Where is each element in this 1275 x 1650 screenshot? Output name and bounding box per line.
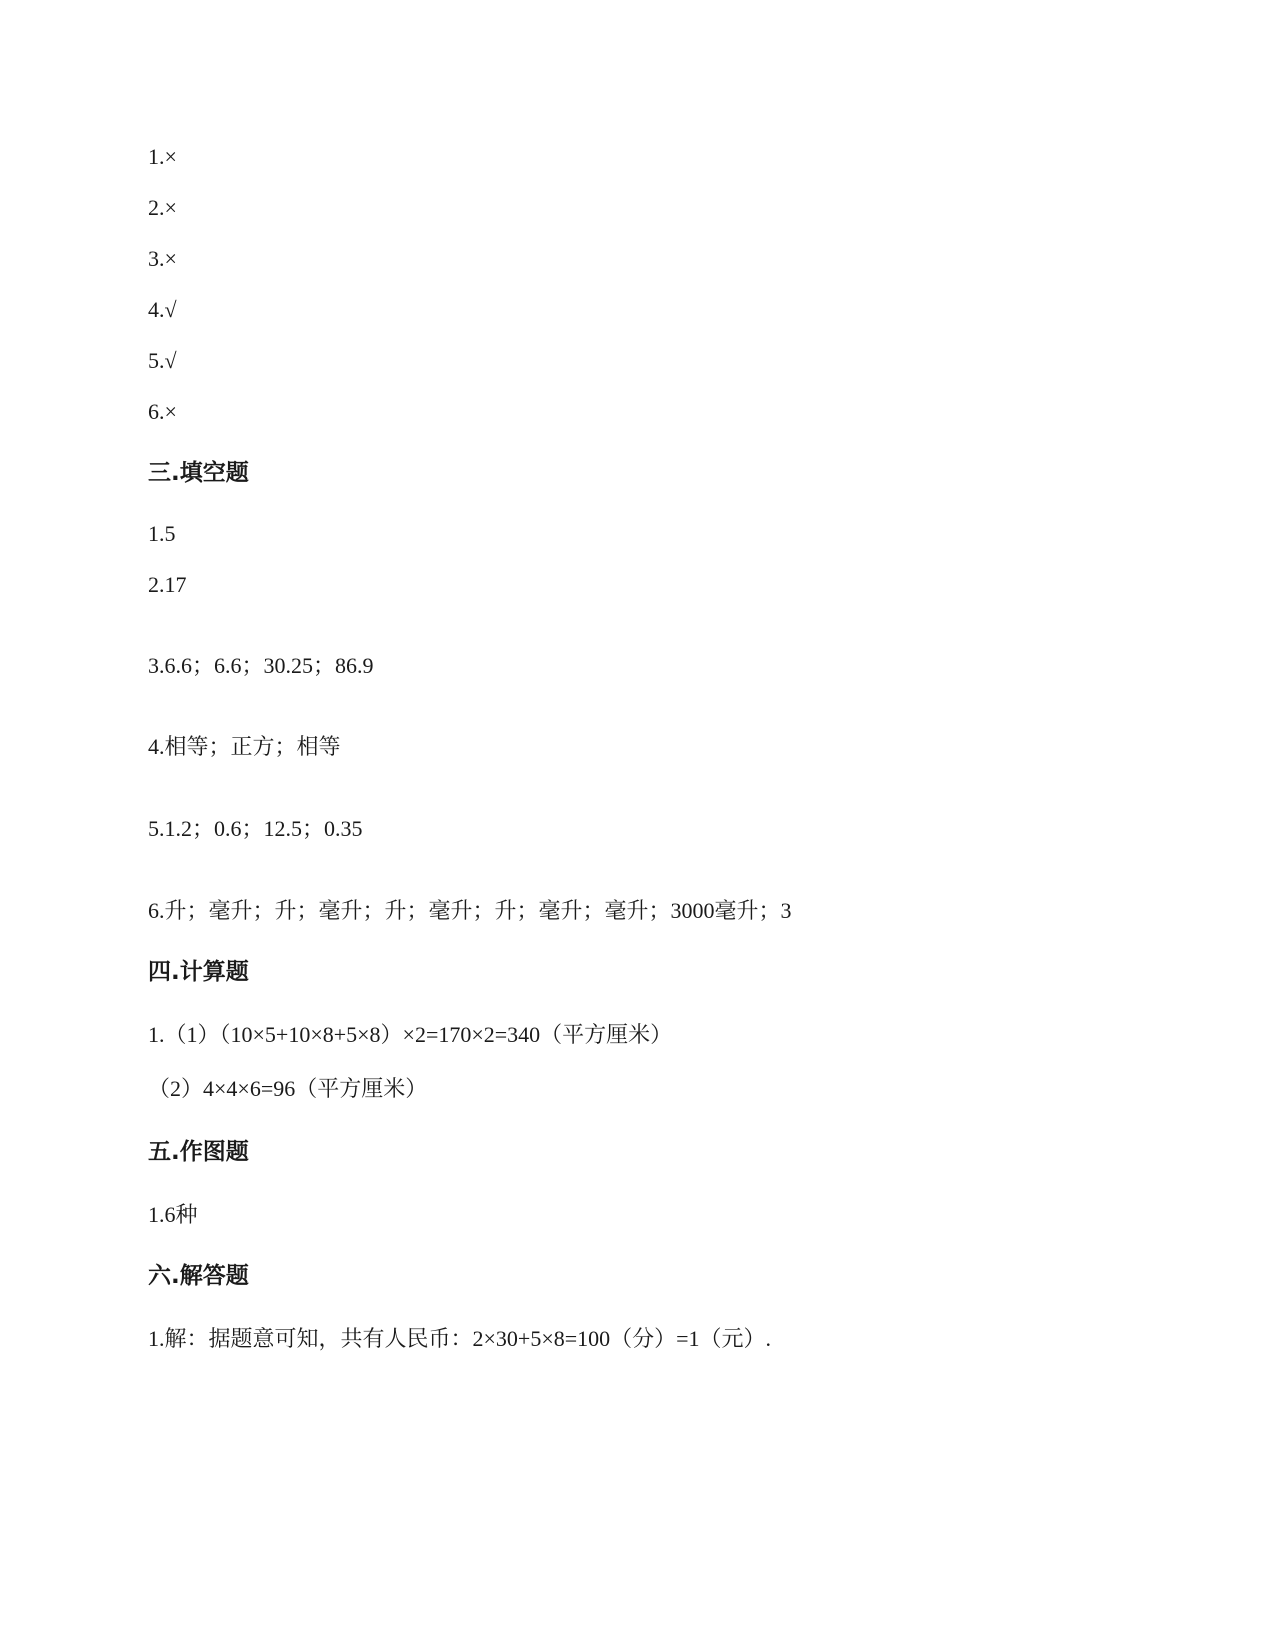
section-heading-calculation: 四.计算题 [148, 959, 249, 985]
word-problem-answer-1: 1.解：据题意可知，共有人民币：2×30+5×8=100（分）=1（元）. [148, 1326, 772, 1351]
judgment-answer-3: 3.× [148, 246, 177, 271]
calculation-answer-2: （2）4×4×6=96（平方厘米） [148, 1076, 428, 1101]
judgment-answer-4: 4.√ [148, 297, 177, 322]
judgment-answer-6: 6.× [148, 399, 177, 424]
section-heading-word-problems: 六.解答题 [148, 1263, 249, 1289]
judgment-answer-5: 5.√ [148, 348, 177, 373]
fill-in-answer-2: 2.17 [148, 572, 187, 597]
fill-in-answer-1: 1.5 [148, 521, 176, 546]
drawing-answer-1: 1.6种 [148, 1202, 198, 1227]
judgment-answer-2: 2.× [148, 195, 177, 220]
section-heading-drawing: 五.作图题 [148, 1139, 249, 1165]
calculation-answer-1: 1.（1）（10×5+10×8+5×8）×2=170×2=340（平方厘米） [148, 1022, 673, 1047]
fill-in-answer-4: 4.相等；正方；相等 [148, 734, 341, 759]
judgment-answer-1: 1.× [148, 144, 177, 169]
fill-in-answer-5: 5.1.2；0.6；12.5；0.35 [148, 816, 363, 841]
section-heading-fill-in: 三.填空题 [148, 460, 249, 486]
fill-in-answer-6: 6.升；毫升；升；毫升；升；毫升；升；毫升；毫升；3000毫升；3 [148, 898, 792, 923]
fill-in-answer-3: 3.6.6；6.6；30.25；86.9 [148, 653, 374, 678]
